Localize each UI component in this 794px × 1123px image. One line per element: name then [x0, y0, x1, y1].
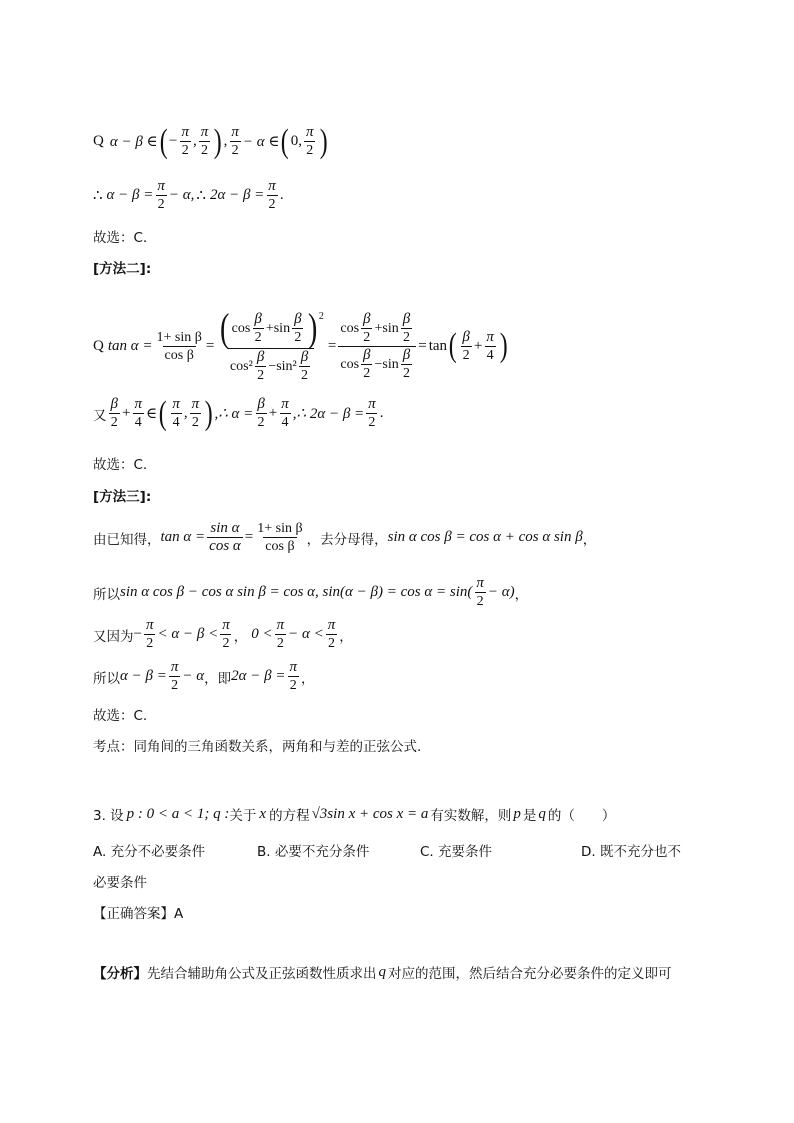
- option-c[interactable]: C. 充要条件: [420, 844, 493, 860]
- method3-heading: [方法三]:: [93, 489, 152, 505]
- since-symbol: Q: [93, 133, 104, 149]
- answer-line: 故选：C.: [93, 708, 148, 724]
- fraction: $\frac{\pi}{2}$: [181, 124, 189, 158]
- option-b[interactable]: B. 必要不充分条件: [257, 844, 370, 860]
- fraction-squared: ( cos $\frac{\beta}{2}$ + sin $\frac{\beta}{2}$ ) $^2$ cos² $\frac{\beta}{2}$ − sin² $\frac{\beta}{2}$: [220, 305, 324, 383]
- method2-range-line: 又 $\frac{\beta}{2}$ + $\frac{\pi}{4}$ ∈ ( $\frac{\pi}{4}$ , $\frac{\pi}{2}$ ) ,∴ α = $\frac{\beta}{2}$ + $\frac{\pi}{4}$ ,∴ 2α − β = $\frac{\pi}{2}$ .: [93, 394, 384, 432]
- fraction: $\frac{\pi}{2}$: [268, 178, 276, 212]
- analysis-line: 【分析】 先结合辅助角公式及正弦函数性质求出 q 对应的范围，然后结合充分必要条件的定义即可: [93, 963, 672, 982]
- method3-line4: 所以 α − β = $\frac{\pi}{2}$ − α ，即 2α − β = $\frac{\pi}{2}$ ，: [93, 659, 315, 693]
- correct-answer: 【正确答案】A: [93, 906, 184, 922]
- fraction: $\frac{\pi}{2}$: [157, 178, 165, 212]
- option-d-continued: 必要条件: [93, 875, 147, 891]
- question-3: 3. 设 p : 0 < a < 1; q : 关于 x 的方程 √3sin x + cos x = a 有实数解，则 p 是 q 的（ ）: [93, 805, 616, 824]
- kaodian-line: 考点：同角间的三角函数关系，两角和与差的正弦公式.: [93, 739, 422, 755]
- method3-line2: 所以 sin α cos β − cos α sin β = cos α, sin(α − β) = cos α = sin( $\frac{\pi}{2}$ − α) ，: [93, 575, 529, 609]
- fraction: cos $\frac{\beta}{2}$ + sin $\frac{\beta}{2}$ cos $\frac{\beta}{2}$ − sin $\frac{\beta}{2}$: [338, 311, 416, 382]
- option-d[interactable]: D. 既不充分也不: [581, 844, 681, 860]
- fraction: $\frac{\pi}{2}$: [231, 124, 239, 158]
- math-line-conclusion: ∴ α − β = $\frac{\pi}{2}$ − α, ∴ 2α − β = $\frac{\pi}{2}$ .: [93, 178, 284, 212]
- option-a[interactable]: A. 充分不必要条件: [93, 844, 206, 860]
- answer-line: 故选：C.: [93, 457, 148, 473]
- method3-line1: 由已知得， tan α = $\frac{\text{sin α}}{\text{cos α}}$ = $\frac{\text{1+ sin β}}{\text{cos β}}$ ，去分母得， sin α cos β = cos α + cos α sin β ，: [93, 520, 597, 554]
- method3-line3: 又因为 − $\frac{\pi}{2}$ < α − β < $\frac{\pi}{2}$ ， 0 < $\frac{\pi}{2}$ − α < $\frac{\pi}{2}$ ，: [93, 617, 353, 651]
- answer-line: 故选：C.: [93, 230, 148, 246]
- method2-equation: Q tan α = $\frac{\text{1+ sin β}}{\text{cos β}}$ = ( cos $\frac{\beta}{2}$ + sin $\frac{\beta}{2}$ ) $^2$ cos² $\frac{\beta}{2}$ − sin² $\frac{\beta}{2}$ = cos $\frac{\beta}{2}$ + sin $\frac{\beta}{2}$ cos $\frac{\beta}{2}$ − sin $\frac{\beta}{2}$ = tan ( $\frac{\beta}{2}$ + $\frac{\pi}{4}$ ): [93, 305, 508, 383]
- fraction: $\frac{\text{1+ sin β}}{\text{cos β}}$: [156, 329, 202, 363]
- method2-heading: [方法二]:: [93, 261, 152, 277]
- fraction: $\frac{\pi}{2}$: [306, 124, 314, 158]
- math-line-range: Q α − β ∈ ( − $\frac{\pi}{2}$ , $\frac{\pi}{2}$ ) , $\frac{\pi}{2}$ − α ∈ ( 0, $\frac{\pi}{2}$ ): [93, 122, 328, 160]
- fraction: $\frac{\pi}{2}$: [200, 124, 209, 158]
